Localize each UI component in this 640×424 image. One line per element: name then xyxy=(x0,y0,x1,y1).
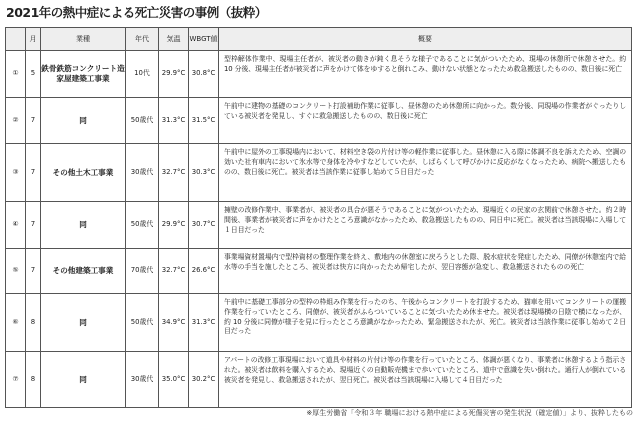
row-temperature: 29.9°C xyxy=(159,51,189,98)
row-summary: 事業場資材置場内で型枠資材の整理作業を終え、敷地内の休憩室に戻ろうとした際、脱水症状を発症したため、同僚が休憩室内で給水等の手当を施したところ、被災者は快方に向かったため帰宅したが、翌日容態が急変し、救急搬送されたものの死亡 xyxy=(219,249,632,294)
row-summary: 午前中に屋外の工事現場内において、材料空き袋の片付け等の軽作業に従事した。昼休憩に入る際に体調不良を訴えたため、空調の効いた社有車内において氷水等で身体を冷やすなどしていたが、しばらくして呼びかけに反応がなくなったため、病院へ搬送したものの、数日後に死亡。被災者は当該作業に従事し始めて５日目だった xyxy=(219,144,632,202)
table-row xyxy=(6,51,632,98)
row-month: 7 xyxy=(26,249,41,294)
row-summary: 午前中に基礎工事部分の型枠の枠組み作業を行ったのち、午後からコンクリートを打設するため、猫車を用いてコンクリートの運搬作業を行っていたところ、同僚が、被災者がふらついていることに気づいたため休ませた。被災者は現場横の日陰で横になったが、約 10 分後に同僚が様子を見に行ったところ意識がなかったため、緊急搬送されたが、死亡。被災者は当該作業に従事し始めて２日目だった xyxy=(219,294,632,352)
row-industry: 同 xyxy=(41,202,126,249)
row-age: 50歳代 xyxy=(126,294,159,352)
row-age: 30歳代 xyxy=(126,144,159,202)
row-industry: 同 xyxy=(41,98,126,144)
row-wbgt: 30.3°C xyxy=(189,144,219,202)
row-industry: その他建築工事業 xyxy=(41,249,126,294)
row-month: 5 xyxy=(26,51,41,98)
row-wbgt: 31.5°C xyxy=(189,98,219,144)
row-age: 10代 xyxy=(126,51,159,98)
row-wbgt: 30.8°C xyxy=(189,51,219,98)
row-summary: 型枠解体作業中、現場主任者が、被災者の動きが鈍く息そうな様子であることに気がついたため、現場の休憩所で休憩させた。約 10 分後、現場主任者が被災者に声をかけて体をゆすると倒れこみ、動けない状態となったため救急搬送したものの、数日後に死亡 xyxy=(219,51,632,98)
header-wbgt: WBGT値 xyxy=(189,28,219,51)
header-temperature: 気温 xyxy=(159,28,189,51)
row-wbgt: 31.3°C xyxy=(189,294,219,352)
header-age: 年代 xyxy=(126,28,159,51)
row-number: ① xyxy=(6,51,26,98)
header-month: 月 xyxy=(26,28,41,51)
row-number: ② xyxy=(6,98,26,144)
row-age: 50歳代 xyxy=(126,202,159,249)
row-industry: 鉄骨鉄筋コンクリート造家屋建築工事業 xyxy=(41,51,126,98)
page-title: 2021年の熱中症による死亡災害の事例（抜粋） xyxy=(6,5,267,20)
row-temperature: 34.9°C xyxy=(159,294,189,352)
row-temperature: 32.7°C xyxy=(159,144,189,202)
table-row xyxy=(6,144,632,202)
row-number: ⑤ xyxy=(6,249,26,294)
table-row xyxy=(6,98,632,144)
row-wbgt: 26.6°C xyxy=(189,249,219,294)
table-row xyxy=(6,202,632,249)
row-month: 7 xyxy=(26,98,41,144)
source-footnote: ※厚生労働省「令和３年 職場における熱中症による死傷災害の発生状況（確定値）」より、抜粋したもの xyxy=(306,409,633,417)
row-month: 7 xyxy=(26,144,41,202)
incident-table xyxy=(5,27,632,408)
row-month: 8 xyxy=(26,294,41,352)
row-number: ⑦ xyxy=(6,352,26,408)
header-number xyxy=(6,28,26,51)
row-age: 30歳代 xyxy=(126,352,159,408)
table-row xyxy=(6,294,632,352)
header-summary: 概要 xyxy=(219,28,632,51)
row-number: ④ xyxy=(6,202,26,249)
row-temperature: 31.3°C xyxy=(159,98,189,144)
row-month: 8 xyxy=(26,352,41,408)
header-industry: 業種 xyxy=(41,28,126,51)
row-age: 70歳代 xyxy=(126,249,159,294)
table-header-row xyxy=(6,28,632,51)
row-wbgt: 30.7°C xyxy=(189,202,219,249)
row-wbgt: 30.2°C xyxy=(189,352,219,408)
row-temperature: 35.0°C xyxy=(159,352,189,408)
row-number: ⑥ xyxy=(6,294,26,352)
row-industry: 同 xyxy=(41,352,126,408)
row-number: ③ xyxy=(6,144,26,202)
table-row xyxy=(6,352,632,408)
row-month: 7 xyxy=(26,202,41,249)
row-temperature: 32.7°C xyxy=(159,249,189,294)
row-summary: 擁壁の改修作業中、事業者が、被災者の具合が悪そうであることに気がついたため、現場近くの民家の玄関前で休憩させた。約２時間後、事業者が被災者に声をかけたところ意識がなかったため、救急搬送したものの、同日中に死亡。被災者は当該現場に入場して１日目だった xyxy=(219,202,632,249)
row-temperature: 29.9°C xyxy=(159,202,189,249)
row-summary: 午前中に建物の基礎のコンクリート打設補助作業に従事し、昼休憩のため休憩所に向かった。数分後、同現場の作業者がぐったりしている被災者を発見し、すぐに救急搬送したものの、数日後に死亡 xyxy=(219,98,632,144)
row-industry: その他土木工事業 xyxy=(41,144,126,202)
row-summary: アパートの改修工事現場において道具や材料の片付け等の作業を行っていたところ、体調が悪くなり、事業者に休憩するよう指示された。被災者は飲料を購入するため、現場近くの自動販売機まで歩いていたところ、道中で意識を失い倒れた。通行人が倒れている被災者を発見し、救急搬送されたが、翌日死亡。被災者は当該現場に入場して４日目だった xyxy=(219,352,632,408)
row-age: 50歳代 xyxy=(126,98,159,144)
row-industry: 同 xyxy=(41,294,126,352)
table-row xyxy=(6,249,632,294)
